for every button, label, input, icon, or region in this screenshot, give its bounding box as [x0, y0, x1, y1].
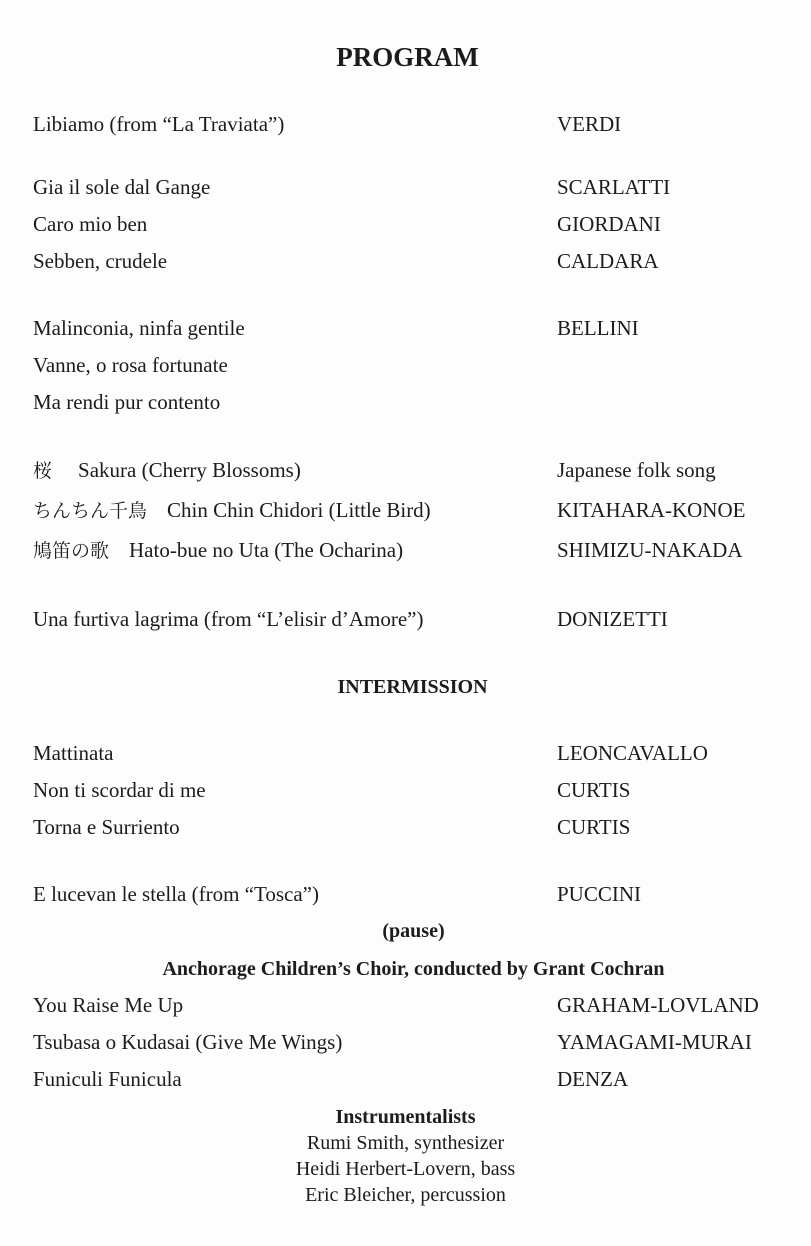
- instrumentalist-name: Heidi Herbert-Lovern, bass: [295, 1158, 516, 1180]
- composer-name: CALDARA: [557, 249, 659, 273]
- composer-name: KITAHARA-KONOE: [557, 498, 746, 522]
- piece-title: Gia il sole dal Gange: [33, 175, 211, 199]
- program-row: [0, 314, 811, 342]
- program-row: [0, 776, 811, 804]
- piece-title: Caro mio ben: [33, 212, 148, 236]
- piece-title-with-japanese: [33, 496, 431, 525]
- japanese-title: 桜: [33, 460, 53, 482]
- composer-name: GRAHAM-LOVLAND: [557, 993, 759, 1017]
- program-row: [0, 388, 811, 416]
- composer-name: YAMAGAMI-MURAI: [557, 1030, 752, 1054]
- program-row: [0, 1028, 811, 1056]
- pause-heading: (pause): [382, 920, 445, 942]
- piece-title: Libiamo (from “La Traviata”): [33, 112, 285, 136]
- program-row: [0, 173, 811, 201]
- intermission-heading: INTERMISSION: [337, 676, 488, 698]
- piece-title: Ma rendi pur contento: [33, 390, 221, 414]
- piece-title: You Raise Me Up: [33, 993, 184, 1017]
- japanese-title: ちんちん千鳥: [33, 500, 148, 522]
- program-row: [0, 496, 811, 524]
- piece-title: Una furtiva lagrima (from “L’elisir d’Amore”): [33, 607, 424, 631]
- instrumentalists-section: [0, 1104, 811, 1208]
- program-row: [0, 247, 811, 275]
- program-row: [0, 813, 811, 841]
- program-row: [0, 1065, 811, 1093]
- program-row: [0, 991, 811, 1019]
- program-row: [0, 536, 811, 564]
- program-title: PROGRAM: [336, 42, 479, 72]
- program-row: [0, 351, 811, 379]
- composer-name: GIORDANI: [557, 212, 661, 236]
- program-row: [0, 605, 811, 633]
- composer-name: Japanese folk song: [557, 458, 716, 482]
- piece-title-with-japanese: [33, 456, 301, 485]
- program-row: [0, 739, 811, 767]
- composer-name: SCARLATTI: [557, 175, 671, 199]
- piece-title: Hato-bue no Uta (The Ocharina): [129, 538, 404, 562]
- composer-name: BELLINI: [557, 316, 639, 340]
- composer-name: CURTIS: [557, 778, 631, 802]
- composer-name: DENZA: [557, 1067, 629, 1091]
- piece-title: Malinconia, ninfa gentile: [33, 316, 245, 340]
- piece-title: Non ti scordar di me: [33, 778, 206, 802]
- composer-name: VERDI: [557, 112, 622, 136]
- piece-title: Sebben, crudele: [33, 249, 168, 273]
- piece-title: Mattinata: [33, 741, 114, 765]
- program-row: [0, 110, 811, 138]
- instrumentalist-name: Rumi Smith, synthesizer: [306, 1132, 505, 1154]
- composer-name: PUCCINI: [557, 882, 642, 906]
- choir-heading: Anchorage Children’s Choir, conducted by Grant Cochran: [162, 958, 665, 980]
- program-row: [0, 456, 811, 484]
- instrumentalist-name: Eric Bleicher, percussion: [305, 1184, 506, 1206]
- program-row: [0, 210, 811, 238]
- piece-title: Torna e Surriento: [33, 815, 180, 839]
- composer-name: DONIZETTI: [557, 607, 668, 631]
- composer-name: SHIMIZU-NAKADA: [557, 538, 743, 562]
- piece-title: Sakura (Cherry Blossoms): [78, 458, 301, 482]
- piece-title-with-japanese: [33, 536, 403, 565]
- composer-name: CURTIS: [557, 815, 631, 839]
- piece-title: Tsubasa o Kudasai (Give Me Wings): [33, 1030, 343, 1054]
- piece-title: Vanne, o rosa fortunate: [33, 353, 228, 377]
- instrumentalists-title: Instrumentalists: [335, 1106, 476, 1128]
- japanese-title: 鳩笛の歌: [33, 540, 110, 562]
- piece-title: Chin Chin Chidori (Little Bird): [167, 498, 431, 522]
- piece-title: Funiculi Funicula: [33, 1067, 182, 1091]
- piece-title: E lucevan le stella (from “Tosca”): [33, 882, 319, 906]
- program-row: [0, 880, 811, 908]
- composer-name: LEONCAVALLO: [557, 741, 708, 765]
